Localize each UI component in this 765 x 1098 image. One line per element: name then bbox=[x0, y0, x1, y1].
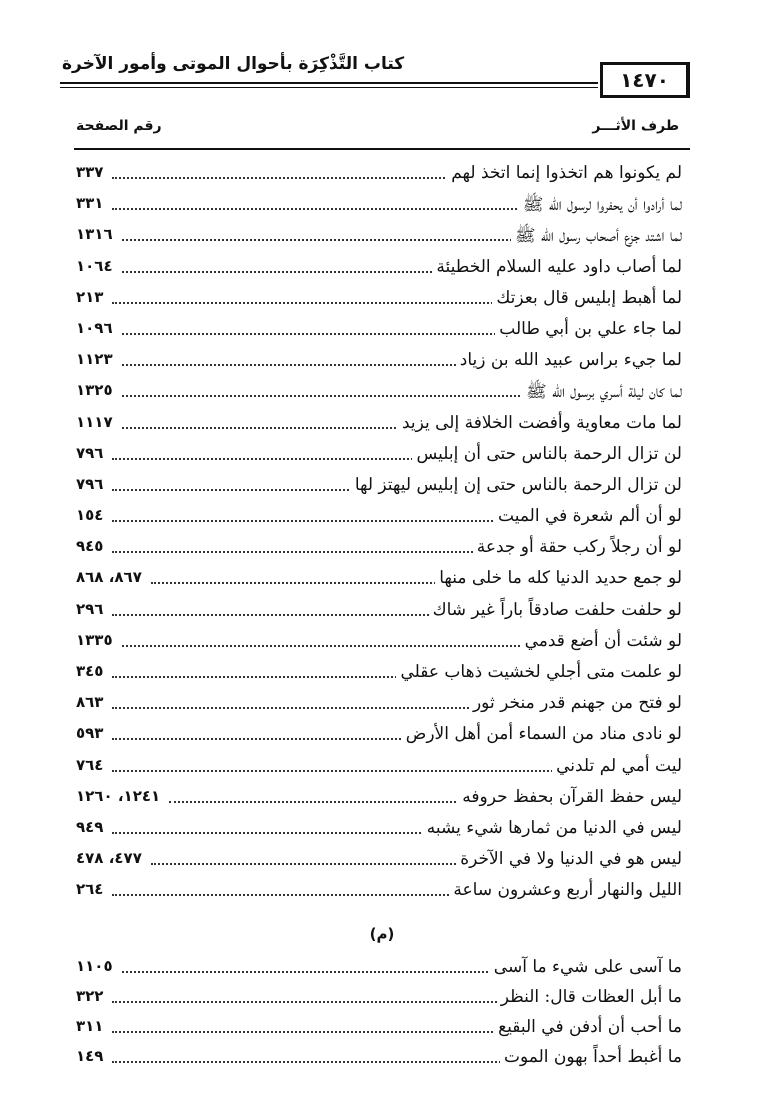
entry-page: ٩٤٥ bbox=[76, 537, 106, 555]
entry-text: لن تزال الرحمة بالناس حتى إن إبليس ليهتز لها bbox=[351, 475, 682, 495]
index-entry bbox=[74, 626, 690, 657]
index-entry bbox=[74, 688, 690, 719]
entry-text: لو علمت متى أجلي لخشيت ذهاب عقلي bbox=[396, 662, 682, 682]
entry-page: ٣١١ bbox=[76, 1017, 106, 1035]
index-entry bbox=[74, 595, 690, 626]
entry-text: لما أهبط إبليس قال بعزتك bbox=[492, 288, 682, 308]
entry-page: ١١٠٥ bbox=[76, 957, 116, 975]
index-entry bbox=[74, 345, 690, 376]
book-title: كتاب التَّذْكِرَة بأحوال الموتى وأمور الآخرة bbox=[62, 54, 405, 74]
index-entry bbox=[74, 719, 690, 750]
index-entry bbox=[74, 751, 690, 782]
index-entry bbox=[74, 657, 690, 688]
index-entry bbox=[74, 376, 690, 407]
index-entry bbox=[74, 283, 690, 314]
column-heading-hadith: طرف الأثـــر bbox=[592, 118, 679, 134]
entry-text: لو نادى مناد من السماء أمن أهل الأرض bbox=[402, 724, 682, 744]
entry-page: ٢٦٤ bbox=[76, 880, 106, 898]
entry-page: ١٣١٦ bbox=[76, 225, 116, 243]
entry-page: ٧٩٦ bbox=[76, 444, 106, 462]
entry-page: ١٤٩ bbox=[76, 1047, 106, 1065]
entry-text: ما أغبط أحداً بهون الموت bbox=[500, 1047, 682, 1067]
index-entry bbox=[74, 532, 690, 563]
entry-text: لما أرادوا أن يحفروا لرسول الله ﷺ bbox=[519, 194, 682, 219]
entry-text: لما كان ليلة أسري برسول الله ﷺ bbox=[522, 381, 682, 406]
index-entry bbox=[74, 470, 690, 501]
entry-text: لو حلفت حلفت صادقاً باراً غير شاك bbox=[429, 600, 682, 620]
entry-text: لم يكونوا هم اتخذوا إنما اتخذ لهم bbox=[447, 163, 682, 183]
index-entry bbox=[74, 813, 690, 844]
entry-text: ليس حفظ القرآن بحفظ حروفه bbox=[458, 787, 682, 807]
index-entry bbox=[74, 314, 690, 345]
entry-text: الليل والنهار أربع وعشرون ساعة bbox=[449, 880, 682, 900]
heading-rule bbox=[74, 148, 690, 150]
entry-page: ٢١٣ bbox=[76, 288, 106, 306]
column-heading-page: رقم الصفحة bbox=[76, 118, 162, 134]
entry-page: ٧٦٤ bbox=[76, 756, 106, 774]
index-entry bbox=[74, 563, 690, 594]
index-entry bbox=[74, 501, 690, 532]
index-entry bbox=[74, 844, 690, 875]
entry-page: ١٣٣٥ bbox=[76, 631, 116, 649]
index-entry bbox=[74, 782, 690, 813]
entry-text: لما جيء براس عبيد الله بن زياد bbox=[456, 350, 682, 370]
entry-page: ١٢٤١، ١٢٦٠ bbox=[76, 787, 163, 805]
index-entry bbox=[74, 1012, 690, 1042]
entry-text: ما أبل العظات قال: النظر bbox=[497, 987, 682, 1007]
section-letter: (م) bbox=[369, 925, 395, 943]
entry-page: ٢٩٦ bbox=[76, 600, 106, 618]
index-list-lam bbox=[74, 158, 690, 907]
entry-page: ٣٣٧ bbox=[76, 163, 106, 181]
entry-text: لو أن رجلاً ركب حقة أو جدعة bbox=[473, 537, 682, 557]
entry-text: ليس هو في الدنيا ولا في الآخرة bbox=[456, 849, 682, 869]
entry-text: لو جمع حديد الدنيا كله ما خلى منها bbox=[435, 568, 682, 588]
entry-text: ليس في الدنيا من ثمارها شيء يشبه bbox=[423, 818, 682, 838]
page-header bbox=[60, 50, 688, 96]
entry-page: ٨٦٧، ٨٦٨ bbox=[76, 568, 145, 586]
index-entry bbox=[74, 220, 690, 251]
index-entry bbox=[74, 158, 690, 189]
entry-page: ١٥٤ bbox=[76, 506, 106, 524]
entry-page: ١٠٦٤ bbox=[76, 257, 116, 275]
entry-text: لما اشتد جزع أصحاب رسول الله ﷺ bbox=[511, 225, 682, 250]
entry-page: ١١٢٣ bbox=[76, 350, 116, 368]
index-entry bbox=[74, 952, 690, 982]
entry-page: ١٠٩٦ bbox=[76, 319, 116, 337]
entry-page: ٨٦٣ bbox=[76, 693, 106, 711]
entry-text: لن تزال الرحمة بالناس حتى أن إبليس bbox=[412, 444, 682, 464]
entry-text: ما أحب أن أدفن في البقيع bbox=[494, 1017, 682, 1037]
entry-text: ما آسى على شيء ما آسى bbox=[490, 957, 682, 977]
entry-text: لو فتح من جهنم قدر منخر ثور bbox=[469, 693, 682, 713]
index-entry bbox=[74, 982, 690, 1012]
index-list-mim bbox=[74, 916, 690, 1072]
entry-page: ٣٣١ bbox=[76, 194, 106, 212]
index-entry bbox=[74, 252, 690, 283]
index-entry bbox=[74, 439, 690, 470]
entry-text: لو أن ألم شعرة في الميت bbox=[494, 506, 682, 526]
entry-text: لو شئت أن أضع قدمي bbox=[521, 631, 682, 651]
entry-text: لما أصاب داود عليه السلام الخطيئة bbox=[432, 257, 682, 277]
entry-text: لما مات معاوية وأفضت الخلافة إلى يزيد bbox=[398, 413, 682, 433]
header-rule bbox=[60, 82, 598, 88]
entry-page: ٣٤٥ bbox=[76, 662, 106, 680]
index-entry bbox=[74, 875, 690, 906]
entry-page: ٤٧٧، ٤٧٨ bbox=[76, 849, 145, 867]
index-entry bbox=[74, 189, 690, 220]
entry-page: ٣٢٢ bbox=[76, 987, 106, 1005]
entry-page: ٩٤٩ bbox=[76, 818, 106, 836]
index-entry bbox=[74, 408, 690, 439]
entry-page: ١١١٧ bbox=[76, 413, 116, 431]
entry-text: لما جاء علي بن أبي طالب bbox=[495, 319, 682, 339]
entry-page: ٥٩٣ bbox=[76, 724, 106, 742]
index-entry bbox=[74, 1042, 690, 1072]
entry-page: ٧٩٦ bbox=[76, 475, 106, 493]
entry-text: ليت أمي لم تلدني bbox=[552, 756, 682, 776]
entry-page: ١٣٢٥ bbox=[76, 381, 116, 399]
page-number: ١٤٧٠ bbox=[600, 62, 690, 98]
